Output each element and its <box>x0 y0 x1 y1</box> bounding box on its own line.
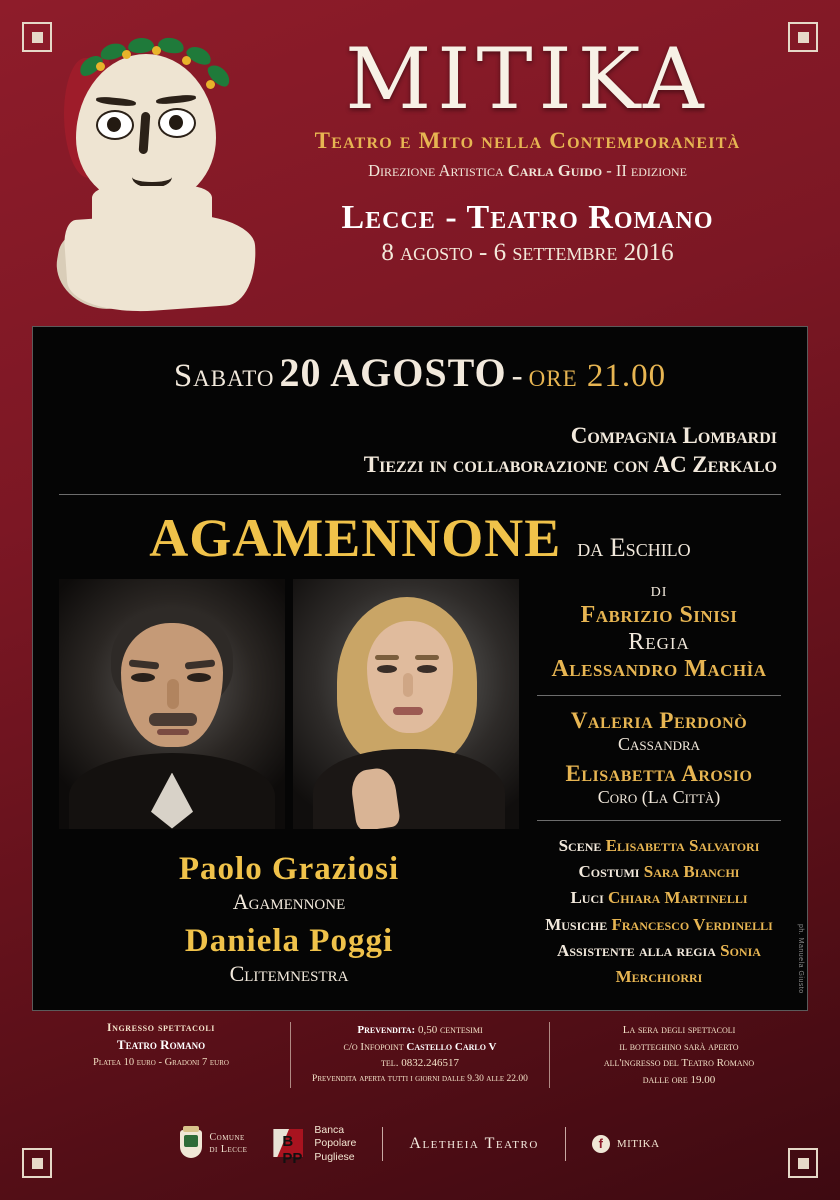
info-presale-value: 0,50 centesimi <box>417 1024 483 1036</box>
theatre-mask-icon <box>48 36 263 311</box>
technical-label-1: Scene <box>558 835 606 855</box>
shield-icon <box>180 1130 202 1158</box>
credit-di-label: di <box>650 578 668 601</box>
panel-body <box>59 579 781 991</box>
main-cast-role-1: Agamennone <box>232 888 346 914</box>
credit-regia-name: Alessandro Machìa <box>551 655 767 682</box>
panel-left-column <box>59 579 519 991</box>
technical-label-4: Musiche <box>545 914 612 934</box>
corner-mark-bottom-left <box>22 1148 52 1178</box>
direction-prefix: Direzione Artistica <box>368 160 508 180</box>
authorship-credits <box>537 579 781 683</box>
corner-mark-bottom-right <box>788 1148 818 1178</box>
direction-name: Carla Guido <box>507 160 603 180</box>
festival-direction <box>255 161 800 181</box>
company-block <box>59 422 781 480</box>
info-presale-line-1 <box>301 1022 539 1039</box>
event-weekday: Sabato <box>173 358 275 394</box>
technical-label-2: Costumi <box>578 861 644 881</box>
info-presale-phone: tel. 0832.246517 <box>381 1057 459 1069</box>
poster-header <box>0 0 840 300</box>
technical-name-3: Chiara Martinelli <box>608 888 748 908</box>
info-column-presale <box>290 1022 549 1088</box>
technical-label-5: Assistente alla regia <box>557 940 721 960</box>
ticket-info-strip <box>32 1022 808 1088</box>
divider-top <box>59 494 781 495</box>
technical-credit-row <box>537 885 781 911</box>
sponsor-footer <box>60 1118 780 1170</box>
logo-banca-popolare-pugliese <box>273 1124 357 1167</box>
info-tickets-prices: Platea 10 euro - Gradoni 7 euro <box>93 1057 229 1068</box>
event-date: 20 AGOSTO <box>279 350 507 395</box>
portrait-paolo-graziosi <box>59 579 285 829</box>
technical-name-2: Sara Bianchi <box>643 861 740 881</box>
facebook-link[interactable] <box>592 1135 660 1153</box>
event-time: ore 21.00 <box>528 358 667 394</box>
company-line-1: Compagnia Lombardi <box>570 423 777 448</box>
main-cast-name-2: Daniela Poggi <box>184 922 394 959</box>
actor-name-2: Elisabetta Arosio <box>565 760 753 786</box>
technical-credit-row <box>537 859 781 885</box>
festival-venue: Lecce - Teatro Romano <box>341 198 714 236</box>
portrait-gallery <box>59 579 519 829</box>
technical-credits <box>537 833 781 991</box>
show-title-block <box>59 507 781 569</box>
divider-credits-2 <box>537 820 781 821</box>
panel-right-column <box>519 579 781 991</box>
technical-credit-row <box>537 912 781 938</box>
festival-tagline: Teatro e Mito nella Contemporaneità <box>314 127 741 153</box>
festival-title: MITIKA <box>345 30 710 128</box>
facebook-page-name[interactable]: MITIKA <box>616 1138 660 1150</box>
bpp-line-2: Popolare <box>314 1137 357 1150</box>
main-cast-role-2: Clitemnestra <box>229 960 349 986</box>
comune-line-2: di Lecce <box>209 1144 248 1155</box>
direction-suffix: - II edizione <box>602 160 687 180</box>
info-boxoffice-line-2: il botteghino sarà aperto <box>619 1040 739 1053</box>
divider-credits-1 <box>537 695 781 696</box>
actor-name-1: Valeria Perdonò <box>570 707 748 733</box>
bpp-mark-icon <box>273 1129 307 1167</box>
actor-role-2: Coro (La Città) <box>597 786 721 807</box>
bpp-line-3: Pugliese <box>314 1150 355 1163</box>
festival-season-dates: 8 agosto - 6 settembre 2016 <box>381 238 674 266</box>
event-panel <box>32 326 808 1011</box>
bpp-mark-letters: B PP <box>282 1133 303 1167</box>
info-infopoint-value: Castello Carlo V <box>406 1040 497 1053</box>
info-presale-label: Prevendita: <box>357 1024 418 1036</box>
info-tickets-venue: Teatro Romano <box>116 1037 206 1052</box>
footer-divider-1 <box>382 1127 383 1161</box>
main-cast-name-1: Paolo Graziosi <box>178 850 400 887</box>
info-presale-line-2 <box>301 1039 539 1056</box>
technical-label-3: Luci <box>570 888 609 908</box>
main-cast-block <box>59 851 519 987</box>
technical-credit-row <box>537 833 781 859</box>
credit-regia-label: Regia <box>628 628 690 655</box>
info-boxoffice-line-4: dalle ore 19.00 <box>642 1073 716 1086</box>
technical-name-1: Elisabetta Salvatori <box>605 835 760 855</box>
technical-name-4: Francesco Verdinelli <box>611 914 773 934</box>
festival-title-block <box>255 30 800 267</box>
info-infopoint-label: c/o Infopoint <box>343 1040 407 1053</box>
dateline-separator: - <box>511 358 524 394</box>
event-dateline <box>59 349 781 396</box>
info-tickets-title: Ingresso spettacoli <box>107 1022 215 1034</box>
bpp-line-1: Banca <box>314 1124 345 1137</box>
footer-divider-2 <box>565 1127 566 1161</box>
show-title: AGAMENNONE <box>149 507 562 568</box>
info-column-boxoffice <box>549 1022 808 1088</box>
comune-line-1: Comune <box>209 1131 245 1143</box>
actor-role-1: Cassandra <box>617 733 701 754</box>
logo-comune-di-lecce <box>180 1130 247 1158</box>
info-presale-hours: Prevendita aperta tutti i giorni dalle 9.30 alle 22.00 <box>312 1073 528 1084</box>
info-boxoffice-line-3: all'ingresso del Teatro Romano <box>603 1057 755 1069</box>
portrait-daniela-poggi <box>293 579 519 829</box>
show-author: da Eschilo <box>577 532 691 562</box>
logo-aletheia-teatro: Aletheia Teatro <box>409 1135 539 1152</box>
photo-credit: ph. Manuela Giusto <box>797 924 804 994</box>
company-line-2: Tiezzi in collaborazione con AC Zerkalo <box>363 451 777 477</box>
credit-di-name: Fabrizio Sinisi <box>580 601 738 628</box>
facebook-icon[interactable]: f <box>592 1135 610 1153</box>
technical-credit-row <box>537 938 781 991</box>
info-boxoffice-line-1: La sera degli spettacoli <box>622 1024 736 1036</box>
supporting-cast <box>537 708 781 808</box>
technical-name-5: Sonia Merchiorri <box>615 940 761 987</box>
info-column-tickets <box>32 1022 290 1088</box>
